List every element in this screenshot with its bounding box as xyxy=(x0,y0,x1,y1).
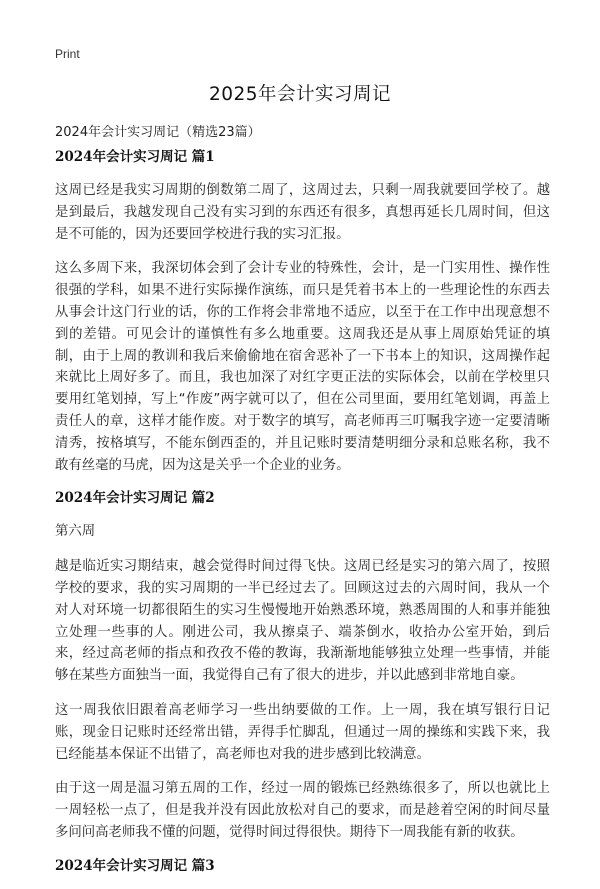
print-link[interactable]: Print xyxy=(55,47,80,61)
document-body xyxy=(55,148,550,889)
section-heading: 2024年会计实习周记 篇1 xyxy=(55,149,215,165)
paragraph: 越是临近实习期结束，越会觉得时间过得飞快。这周已经是实习的第六周了，按照学校的要求，我的实习周期的一半已经过去了。回顾这过去的六周时间，我从一个对人对环境一切都很陌生的实习生慢慢地开始熟悉环境，熟悉周围的人和事并能独立处理一些事的人。刚进公司，我从擦桌子、端茶倒水，收拾办公室开始，到后来，经过高老师的指点和孜孜不倦的教诲，我渐渐地能够独立处理一些事情，并能够在某些方面独当一面，我觉得自己有了很大的进步，并以此感到非常地自豪。 xyxy=(55,559,550,684)
paragraph: 这一周我依旧跟着高老师学习一些出纳要做的工作。上一周，我在填写银行日记账，现金日记账时还经常出错，弄得手忙脚乱，但通过一周的操练和实践下来，我已经能基本保证不出错了，高老师也对我的进步感到比较满意。 xyxy=(55,702,550,762)
paragraph: 由于这一周是温习第五周的工作，经过一周的锻炼已经熟练很多了，所以也就比上一周轻松一点了，但是我并没有因此放松对自己的要求，而是趁着空闲的时间尽量多问问高老师我不懂的问题，觉得时间过得很快。期待下一周我能有新的收获。 xyxy=(55,781,550,840)
paragraph: 这周已经是我实习周期的倒数第二周了，这周过去，只剩一周我就要回学校了。越是到最后，我越发现自己没有实习到的东西还有很多，真想再延长几周时间，但这是不可能的，因为还要回学校进行我的实习汇报。 xyxy=(55,183,550,242)
paragraph: 第六周 xyxy=(55,524,96,540)
paragraph: 这么多周下来，我深切体会到了会计专业的特殊性，会计，是一门实用性、操作性很强的学科，如果不进行实际操作演练，而只是凭着书本上的一些理论性的东西去从事会计这门行业的话，你的工作将会非常地不适应，以至于在工作中出现意想不到的差错。可见会计的谨慎性有多么地重要。这周我还是从事上周原始凭证的填制，由于上周的教训和我后来偷偷地在宿舍恶补了一下书本上的知识，这周操作起来就比上周好多了。而且，我也加深了对红字更正法的实际体会，以前在学校里只要用红笔划掉，写上“作废”两字就可以了，但在公司里面，要用红笔划调，再盖上责任人的章，这样才能作废。对于数字的填写，高老师再三叮嘱我字迹一定要清晰清秀，按格填写，不能东倒西歪的，并且记账时要清楚明细分录和总账名称，我不敢有丝毫的马虎，因为这是关乎一个企业的业务。 xyxy=(55,261,550,473)
section-2 xyxy=(55,489,550,843)
document-subtitle: 2024年会计实习周记（精选23篇） xyxy=(55,125,261,140)
page-title: 2025年会计实习周记 xyxy=(208,84,392,105)
section-heading: 2024年会计实习周记 篇3 xyxy=(55,857,215,874)
section-3 xyxy=(55,857,550,875)
section-1 xyxy=(55,148,550,476)
section-heading: 2024年会计实习周记 篇2 xyxy=(55,490,215,507)
